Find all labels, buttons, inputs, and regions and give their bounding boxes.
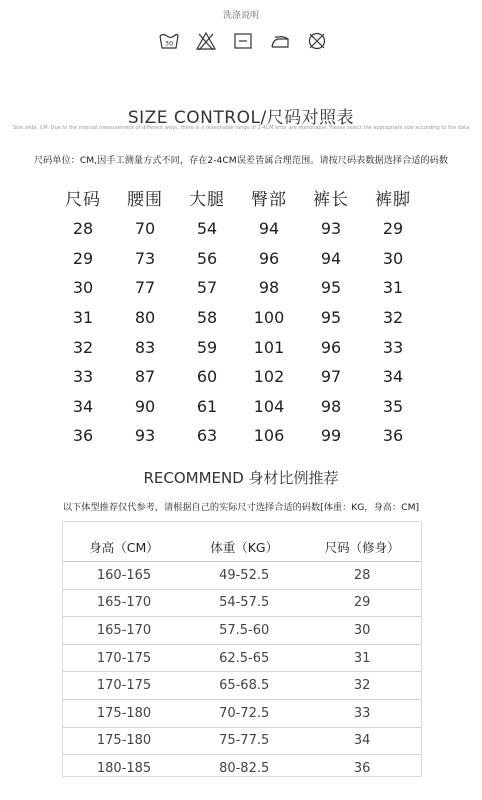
table-cell: 31 [382, 278, 404, 298]
table-cell: 54-57.5 [185, 589, 303, 617]
table-cell: 102 [253, 367, 285, 387]
recommend-table-row [63, 672, 421, 700]
table-cell: 73 [134, 248, 156, 268]
size-table-row [52, 332, 424, 362]
table-cell: 70 [134, 219, 156, 239]
table-cell: 60 [196, 367, 218, 387]
wash-temp-label: 30 [164, 39, 174, 48]
table-cell: 170-175 [63, 672, 185, 700]
table-cell: 97 [320, 367, 342, 387]
table-cell: 100 [253, 308, 285, 328]
recommend-header-cell: 尺码（修身） [303, 532, 421, 562]
table-cell: 175-180 [63, 727, 185, 755]
table-cell: 96 [258, 248, 280, 268]
table-cell: 34 [303, 727, 421, 755]
table-cell: 62.5-65 [185, 644, 303, 672]
table-cell: 57.5-60 [185, 617, 303, 645]
size-table-body [52, 214, 424, 451]
table-cell: 33 [382, 337, 404, 357]
no-dry-clean-icon [306, 30, 328, 52]
table-cell: 94 [320, 248, 342, 268]
size-table-row [52, 273, 424, 303]
table-cell: 34 [72, 396, 94, 416]
table-cell: 49-52.5 [185, 562, 303, 590]
table-cell: 30 [382, 248, 404, 268]
table-cell: 28 [72, 219, 94, 239]
table-cell: 63 [196, 426, 218, 446]
size-header-cell: 臀部 [251, 189, 287, 210]
table-cell: 165-170 [63, 589, 185, 617]
table-cell: 57 [196, 278, 218, 298]
table-cell: 80-82.5 [219, 760, 270, 776]
table-cell: 95 [320, 308, 342, 328]
table-cell: 170-175 [63, 644, 185, 672]
table-cell: 30 [303, 617, 421, 645]
table-cell: 61 [196, 396, 218, 416]
table-cell: 65-68.5 [185, 672, 303, 700]
table-cell: 29 [303, 589, 421, 617]
size-table-row [52, 392, 424, 422]
recommend-table-row [63, 699, 421, 727]
recommend-table-row [63, 727, 421, 755]
table-cell: 160-165 [63, 562, 185, 590]
recommend-table-row [63, 755, 421, 782]
table-cell: 165-170 [63, 617, 185, 645]
table-cell: 31 [303, 644, 421, 672]
size-header-cell: 大腿 [189, 189, 225, 210]
table-cell: 93 [320, 219, 342, 239]
wash-30-icon [158, 30, 180, 52]
table-cell: 101 [253, 337, 285, 357]
size-table-row [52, 421, 424, 451]
table-cell: 59 [196, 337, 218, 357]
recommend-table-header [63, 532, 421, 562]
table-cell: 93 [134, 426, 156, 446]
recommend-table-row [63, 562, 421, 590]
recommend-header-cell: 体重（KG） [185, 532, 303, 562]
table-cell: 32 [303, 672, 421, 700]
table-cell: 95 [320, 278, 342, 298]
size-table-row [52, 362, 424, 392]
table-cell: 94 [258, 219, 280, 239]
table-cell: 36 [72, 426, 94, 446]
table-cell: 32 [72, 337, 94, 357]
table-cell: 32 [382, 308, 404, 328]
table-cell: 96 [320, 337, 342, 357]
size-table [52, 180, 424, 451]
table-cell: 28 [303, 562, 421, 590]
size-control-title: SIZE CONTROL/尺码对照表 [127, 108, 355, 128]
table-cell: 70-72.5 [185, 699, 303, 727]
table-cell: 99 [320, 426, 342, 446]
table-cell: 36 [382, 426, 404, 446]
table-cell: 29 [382, 219, 404, 239]
size-table-row [52, 303, 424, 333]
size-header-cell: 裤脚 [375, 189, 411, 210]
size-header-cell: 腰围 [127, 189, 163, 210]
table-cell: 180-185 [96, 760, 152, 776]
table-cell: 33 [303, 699, 421, 727]
recommend-table-box [62, 521, 422, 777]
flat-dry-icon [232, 30, 254, 52]
table-cell: 33 [72, 367, 94, 387]
table-cell: 106 [253, 426, 285, 446]
recommend-table-row [63, 589, 421, 617]
size-header-cell: 裤长 [313, 189, 349, 210]
size-fine-print: Size wide, CM. Due to the manual measurement of different ways, there is a reasonable range of 2-4CM error are reasonable. Please select the appropriate size according to the data [12, 125, 470, 131]
recommend-table [63, 532, 421, 782]
recommend-table-row [63, 617, 421, 645]
table-cell: 29 [72, 248, 94, 268]
table-cell: 75-77.5 [185, 727, 303, 755]
iron-low-icon [269, 30, 291, 52]
table-cell: 80 [134, 308, 156, 328]
table-cell: 30 [72, 278, 94, 298]
table-cell: 36 [353, 760, 371, 776]
table-cell: 54 [196, 219, 218, 239]
table-cell: 83 [134, 337, 156, 357]
table-cell: 90 [134, 396, 156, 416]
no-bleach-icon [195, 30, 217, 52]
table-cell: 35 [382, 396, 404, 416]
table-cell: 58 [196, 308, 218, 328]
care-instructions-title: 洗涤说明 [222, 11, 259, 21]
table-cell: 34 [382, 367, 404, 387]
table-cell: 98 [320, 396, 342, 416]
table-cell: 77 [134, 278, 156, 298]
recommend-table-body [63, 562, 421, 782]
care-icons-row [158, 30, 328, 52]
recommend-table-row [63, 644, 421, 672]
recommend-header-cell: 身高（CM） [63, 532, 185, 562]
table-cell: 31 [72, 308, 94, 328]
table-cell: 56 [196, 248, 218, 268]
table-cell: 98 [258, 278, 280, 298]
size-table-header [52, 180, 424, 214]
recommend-title: RECOMMEND 身材比例推荐 [143, 469, 339, 487]
size-table-row [52, 214, 424, 244]
table-cell: 175-180 [63, 699, 185, 727]
size-table-row [52, 244, 424, 274]
size-unit-note: 尺码单位：CM,因手工测量方式不同，存在2-4CM误差皆属合理范围。请按尺码表数据选择合适的码数 [33, 155, 449, 166]
recommend-note: 以下体型推荐仅代参考，请根据自己的实际尺寸选择合适的码数[体重：KG，身高：CM] [62, 502, 420, 513]
table-cell: 104 [253, 396, 285, 416]
table-cell: 87 [134, 367, 156, 387]
size-header-cell: 尺码 [65, 189, 101, 210]
